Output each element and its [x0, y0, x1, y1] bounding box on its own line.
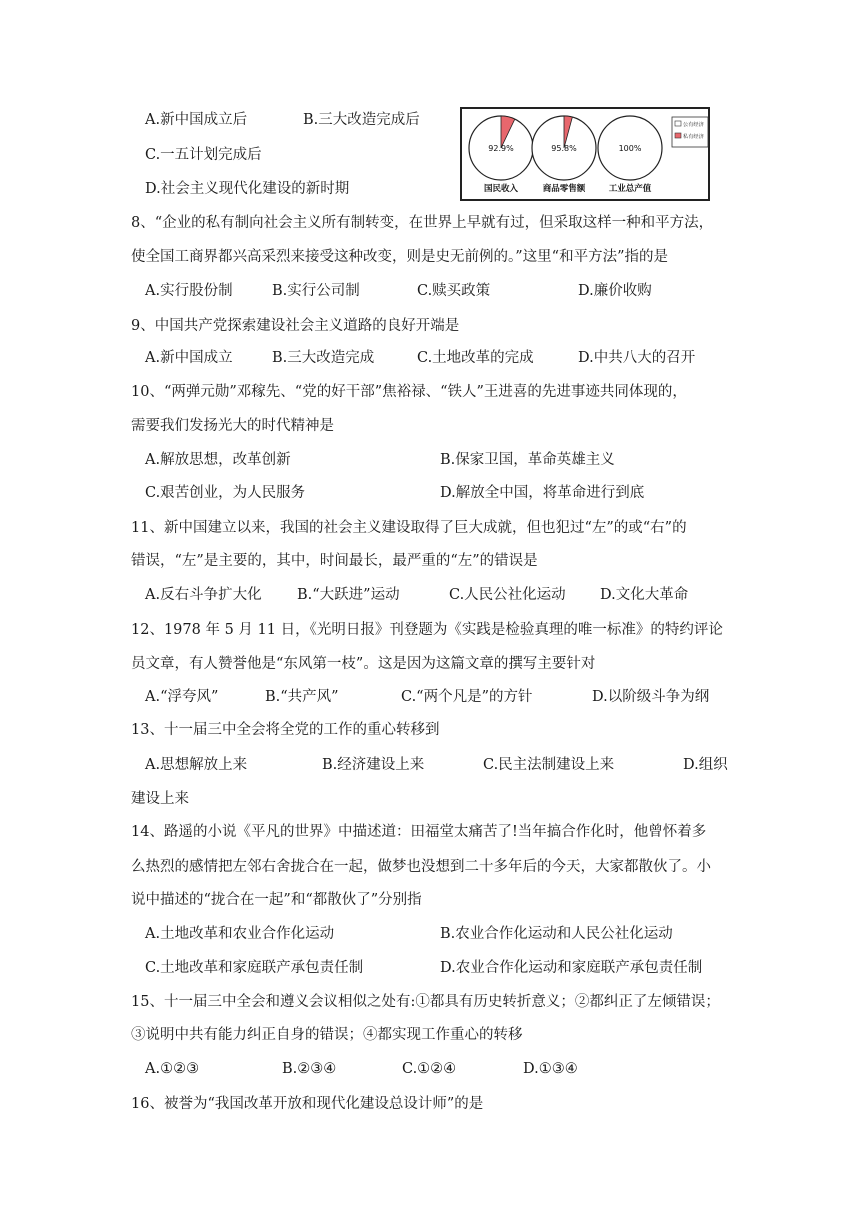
- q14-stem-line1: 14、路遥的小说《平凡的世界》中描述道：田福堂太痛苦了!当年搞合作化时，他曾怀着多: [131, 824, 707, 840]
- q8-option-a: A.实行股份制: [145, 283, 233, 299]
- pie-1-category-label: 国民收入: [483, 184, 519, 194]
- q8-option-d: D.廉价收购: [578, 283, 652, 299]
- q15-option-d: D.①③④: [523, 1061, 578, 1077]
- q15-stem-line2: ③说明中共有能力纠正自身的错误；④都实现工作重心的转移: [131, 1027, 523, 1043]
- q13-option-a: A.思想解放上来: [145, 757, 248, 773]
- q11-option-a: A.反右斗争扩大化: [145, 587, 262, 603]
- q10-option-a: A.解放思想，改革创新: [145, 452, 291, 468]
- legend-label-public: 公有经济: [683, 122, 704, 128]
- q15-option-a: A.①②③: [145, 1061, 200, 1077]
- q7-option-c: C.一五计划完成后: [145, 147, 262, 163]
- q13-stem-line1: 13、十一届三中全会将全党的工作的重心转移到: [131, 722, 440, 738]
- q12-option-c: C.“两个凡是”的方针: [401, 689, 533, 705]
- pie-1-value-label: 92.9%: [488, 144, 514, 153]
- q9-option-b: B.三大改造完成: [272, 350, 375, 366]
- q11-stem-line1: 11、新中国建立以来，我国的社会主义建设取得了巨大成就，但也犯过“左”的或“右”的: [131, 520, 687, 536]
- q9-option-d: D.中共八大的召开: [578, 350, 696, 366]
- q13-option-b: B.经济建设上来: [322, 757, 425, 773]
- q8-option-c: C.赎买政策: [417, 283, 491, 299]
- q13-option-c: C.民主法制建设上来: [483, 757, 615, 773]
- legend-swatch-public: [675, 121, 681, 126]
- legend-swatch-private: [675, 133, 681, 138]
- ownership-pie-chart: [460, 107, 710, 201]
- q15-option-b: B.②③④: [282, 1061, 337, 1077]
- q9-option-a: A.新中国成立: [145, 350, 233, 366]
- q11-option-b: B.“大跃进”运动: [297, 587, 400, 603]
- q10-option-b: B.保家卫国，革命英雄主义: [440, 452, 615, 468]
- q13-option-d-wrap: 建设上来: [131, 791, 189, 807]
- q8-stem-line2: 使全国工商界都兴高采烈来接受这种改变，则是史无前例的。”这里“和平方法”指的是: [131, 249, 668, 265]
- q14-option-a: A.土地改革和农业合作化运动: [145, 926, 335, 942]
- q10-option-c: C.艰苦创业，为人民服务: [145, 485, 306, 501]
- chart-legend: [672, 117, 708, 147]
- q14-stem-line2: 么热烈的感情把左邻右舍拢合在一起，做梦也没想到二十多年后的今天，大家都散伙了。小: [131, 859, 711, 875]
- q11-option-c: C.人民公社化运动: [449, 587, 566, 603]
- q12-stem-line2: 员文章，有人赞誉他是“东风第一枝”。这是因为这篇文章的撰写主要针对: [131, 656, 596, 672]
- q15-stem-line1: 15、十一届三中全会和遵义会议相似之处有:①都具有历史转折意义；②都纠正了左倾错误；: [131, 994, 720, 1010]
- q7-option-b: B.三大改造完成后: [303, 112, 420, 128]
- q9-option-c: C.土地改革的完成: [417, 350, 534, 366]
- q14-option-d: D.农业合作化运动和家庭联产承包责任制: [440, 960, 703, 976]
- q7-option-d: D.社会主义现代化建设的新时期: [145, 181, 350, 197]
- q8-stem-line1: 8、“企业的私有制向社会主义所有制转变，在世界上早就有过，但采取这样一种和平方法，: [131, 215, 714, 231]
- q11-option-d: D.文化大革命: [600, 587, 689, 603]
- q15-option-c: C.①②④: [402, 1061, 457, 1077]
- q16-stem-line1: 16、被誉为“我国改革开放和现代化建设总设计师”的是: [131, 1096, 484, 1112]
- q12-option-d: D.以阶级斗争为纲: [592, 689, 710, 705]
- q12-option-a: A.“浮夸风”: [145, 689, 219, 705]
- q12-option-b: B.“共产风”: [265, 689, 339, 705]
- legend-label-private: 私有经济: [683, 134, 704, 140]
- q10-stem-line2: 需要我们发扬光大的时代精神是: [131, 418, 334, 434]
- q14-stem-line3: 说中描述的“拢合在一起”和“都散伙了”分别指: [131, 892, 422, 908]
- q10-option-d: D.解放全中国，将革命进行到底: [440, 485, 645, 501]
- q7-option-a: A.新中国成立后: [145, 112, 248, 128]
- pie-2-category-label: 商品零售额: [542, 184, 586, 194]
- q12-stem-line1: 12、1978 年 5 月 11 日，《光明日报》刊登题为《实践是检验真理的唯一标准》的特约评论: [131, 622, 723, 638]
- q9-stem-line1: 9、中国共产党探索建设社会主义道路的良好开端是: [131, 318, 460, 334]
- q14-option-b: B.农业合作化运动和人民公社化运动: [440, 926, 673, 942]
- pie-3-value-label: 100%: [618, 144, 642, 153]
- q8-option-b: B.实行公司制: [272, 283, 360, 299]
- q11-stem-line2: 错误，“左”是主要的，其中，时间最长，最严重的“左”的错误是: [131, 553, 538, 569]
- pie-2-value-label: 95.8%: [551, 144, 577, 153]
- q14-option-c: C.土地改革和家庭联产承包责任制: [145, 960, 364, 976]
- q10-stem-line1: 10、“两弹元勋”邓稼先、“党的好干部”焦裕禄、“铁人”王进喜的先进事迹共同体现的，: [131, 384, 687, 400]
- q13-option-d: D.组织: [683, 757, 728, 773]
- pie-3-category-label: 工业总产值: [608, 184, 652, 194]
